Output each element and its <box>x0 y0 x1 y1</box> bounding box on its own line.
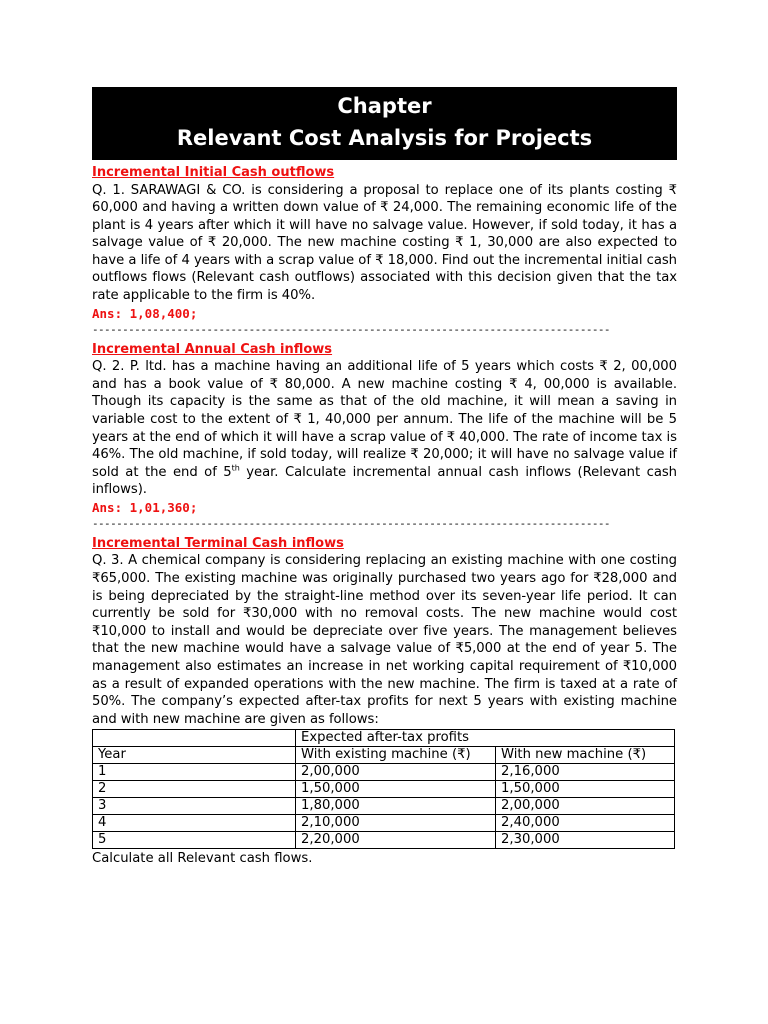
table-row <box>93 832 675 849</box>
column-header-new: With new machine (₹) <box>496 747 675 764</box>
table-cell: 2,16,000 <box>496 764 675 781</box>
column-header-existing: With existing machine (₹) <box>296 747 496 764</box>
section-heading: Incremental Initial Cash outflows <box>92 165 335 180</box>
table-group-header: Expected after-tax profits <box>296 730 675 747</box>
table-cell: 1,50,000 <box>296 781 496 798</box>
table-cell: 3 <box>93 798 296 815</box>
section-annual-inflows <box>92 341 677 531</box>
table-header-row <box>93 747 675 764</box>
table-row <box>93 798 675 815</box>
section-heading: Incremental Terminal Cash inflows <box>92 535 344 551</box>
table-row <box>93 781 675 798</box>
chapter-banner <box>92 87 677 160</box>
table-cell: 2,30,000 <box>496 832 675 849</box>
question-3-text: Q. 3. A chemical company is considering replacing an existing machine with one costing ₹65,000. The existing machine was originally purchased two years ago for ₹28,000 and is being depreciated by the straight-line method over its seven-year life period. It can currently be sold for ₹30,000 with no removal costs. The new machine would cost ₹10,000 to install and would be depreciate over five years. The management believes that the new machine would have a salvage value of ₹5,000 at the end of year 5. The management also estimates an increase in net working capital requirement of ₹10,000 as a result of expanded operations with the new machine. The firm is taxed at a rate of 50%. The company’s expected after-tax profits for next 5 years with existing machine and with new machine are given as follows: <box>92 553 677 727</box>
separator-line: -------------------------------------------------------------------------------------- <box>92 322 610 336</box>
profits-table <box>92 729 675 849</box>
question-2-text <box>92 358 677 499</box>
table-cell: 1 <box>93 764 296 781</box>
answer-2: Ans: 1,01,360; <box>92 499 198 515</box>
section-terminal-inflows <box>92 535 677 867</box>
table-cell-empty <box>93 730 296 747</box>
question-2-part-b: year. Calculate incremental annual cash inflows (Relevant cash inflows). <box>92 464 677 498</box>
question-1-text: Q. 1. SARAWAGI & CO. is considering a proposal to replace one of its plants costing ₹ 60,000 and having a written down value of ₹ 24,000. The remaining economic life of the plant is 4 years after which it will have no salvage value. However, if sold today, it has a salvage value of ₹ 20,000. The new machine costing ₹ 1, 30,000 are also expected to have a life of 4 years with a scrap value of ₹ 18,000. Find out the incremental initial cash outflows flows (Relevant cash outflows) associated with this decision given that the tax rate applicable to the firm is 40%. <box>92 182 677 304</box>
section-initial-outflows <box>92 164 677 337</box>
separator-line: -------------------------------------------------------------------------------------- <box>92 516 610 530</box>
chapter-label: Chapter <box>337 94 432 118</box>
document-page <box>92 87 677 867</box>
table-cell: 2,00,000 <box>296 764 496 781</box>
chapter-title: Relevant Cost Analysis for Projects <box>176 126 593 150</box>
answer-1: Ans: 1,08,400; <box>92 305 198 321</box>
table-cell: 1,50,000 <box>496 781 675 798</box>
question-2-part-a: Q. 2. P. ltd. has a machine having an additional life of 5 years which costs ₹ 2, 00,000 and has a book value of ₹ 80,000. A new machine costing ₹ 4, 00,000 is available. Though its capacity is the same as that of the old machine, it will mean a saving in variable cost to the extent of ₹ 1, 40,000 per annum. The life of the machine will be 5 years at the end of which it will have a scrap value of ₹ 40,000. The rate of income tax is 46%. The old machine, if sold today, will realize ₹ 20,000; it will have no salvage value if sold at the end of 5 <box>92 359 677 480</box>
table-cell: 1,80,000 <box>296 798 496 815</box>
table-cell: 2,10,000 <box>296 815 496 832</box>
table-cell: 2,00,000 <box>496 798 675 815</box>
section-heading: Incremental Annual Cash inflows <box>92 341 333 357</box>
table-row <box>93 764 675 781</box>
table-cell: 5 <box>93 832 296 849</box>
column-header-year: Year <box>93 747 296 764</box>
table-header-row <box>93 730 675 747</box>
table-cell: 2,40,000 <box>496 815 675 832</box>
table-row <box>93 815 675 832</box>
table-cell: 2 <box>93 781 296 798</box>
table-cell: 4 <box>93 815 296 832</box>
ordinal-suffix: th <box>231 463 240 473</box>
question-3-instruction: Calculate all Relevant cash flows. <box>92 851 313 867</box>
table-cell: 2,20,000 <box>296 832 496 849</box>
